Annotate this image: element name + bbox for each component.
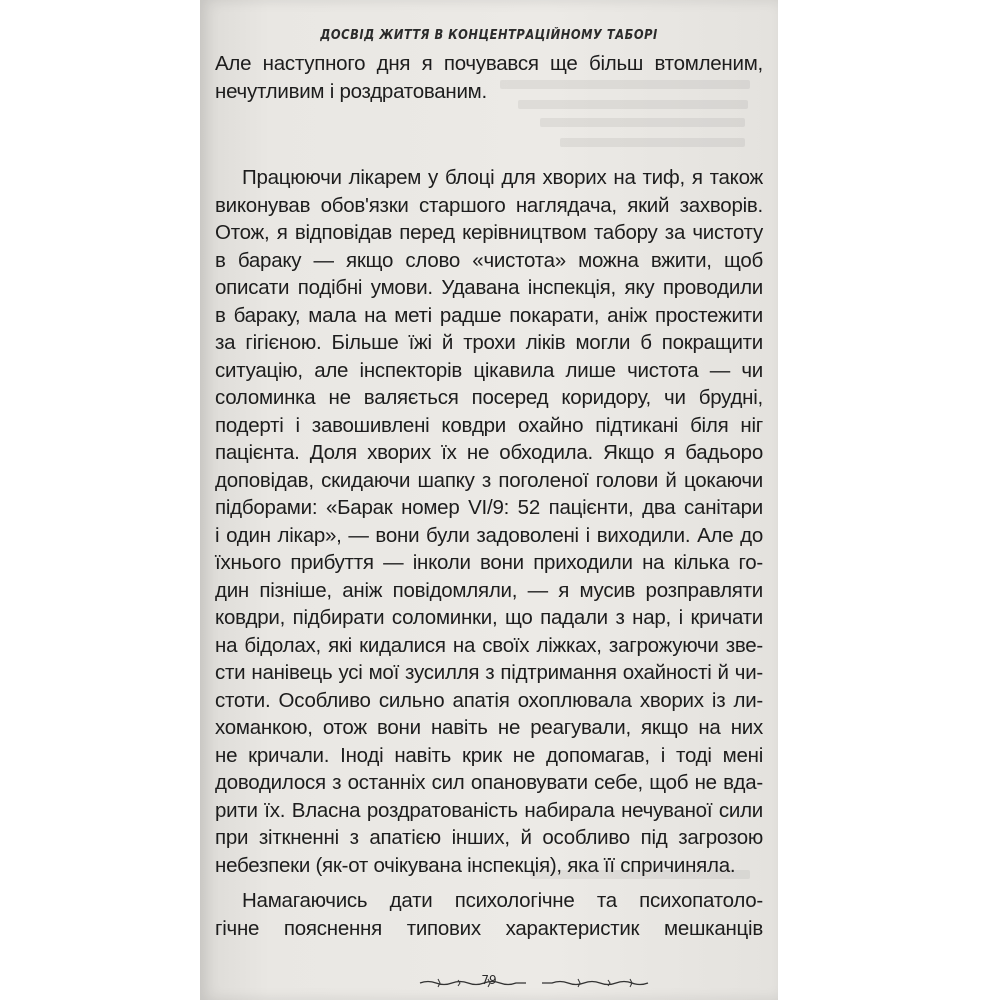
book-page (200, 0, 778, 1000)
text-line: небезпеки (як-от очікувана інспекція), яка її спричиняла. (215, 853, 736, 877)
text-line: подерті і завошивлені ковдри охайно підтикані біля ніг (215, 413, 763, 437)
text-line: сти нанівець усі мої зусилля з підтримання охайності й чи- (215, 661, 763, 684)
text-line: Отож, я відповідав перед керівництвом табору за чистоту (215, 221, 763, 244)
text-line: виконував обов'язки старшого наглядача, який захворів. (215, 193, 763, 217)
text-line: доповідав, скидаючи шапку з поголеної голови й цокаючи (215, 468, 763, 492)
text-line: доводилося з останніх сил опановувати себе, щоб не вда- (215, 771, 763, 794)
text-line: при зіткненні з апатією інших, й особливо під загрозою (215, 826, 763, 849)
text-line: пацієнта. Доля хворих їх не обходила. Якщо я бадьоро (215, 441, 763, 464)
paragraph-3 (215, 887, 763, 942)
text-line: і один лікар», — вони були задоволені і виходили. Але до (215, 523, 763, 547)
text-line: не кричали. Іноді навіть крик не допомагав, і тоді мені (215, 743, 763, 767)
running-header: ДОСВІД ЖИТТЯ В КОНЦЕНТРАЦІЙНОМУ ТАБОРІ (320, 28, 658, 43)
text-line: описати подібні умови. Удавана інспекція, яку проводили (215, 276, 763, 299)
text-line: соломинка не валяється посеред коридору, чи брудні, (215, 386, 763, 409)
text-line: в бараку — якщо слово «чистота» можна вжити, щоб (215, 248, 763, 272)
page-number: 79 (481, 973, 497, 987)
text-line: Але наступного дня я почувався ще більш втомленим, (215, 52, 763, 75)
text-line: за гігієною. Більше їжі й трохи ліків могли б покращити (215, 331, 763, 354)
text-line: стоти. Особливо сильно апатія охоплювала хворих із ли- (215, 688, 763, 712)
text-line: в бараку, мала на меті радше покарати, аніж простежити (215, 303, 763, 327)
text-line: рити їх. Власна роздратованість набирала нечуваної сили (215, 798, 763, 822)
page-footer (200, 966, 778, 996)
text-line: Працюючи лікарем у блоці для хворих на тиф, я також (242, 166, 763, 189)
ornament-right-icon (540, 976, 650, 988)
text-line: ковдри, підбирати соломинки, що падали з нар, і кричати (215, 606, 763, 629)
text-line: підборами: «Барак номер VI/9: 52 пацієнти, два санітари (215, 496, 763, 519)
text-line: ситуацію, але інспекторів цікавила лише чистота — чи (215, 358, 763, 382)
text-line: дин пізніше, аніж повідомляли, — я мусив розправляти (215, 578, 763, 602)
text-line: їхнього прибуття — інколи вони приходили на кілька го- (215, 551, 763, 574)
text-line: гічне пояснення типових характеристик мешканців (215, 916, 763, 940)
text-line: Намагаючись дати психологічне та психопатоло- (242, 889, 763, 912)
text-line: хоманкою, отож вони навіть не реагували, якщо на них (215, 716, 763, 739)
text-line: на бідолах, які кидалися на своїх ліжках, загрожуючи зве- (215, 633, 763, 657)
text-line: нечутливим і роздратованим. (215, 79, 487, 103)
paragraph-2 (215, 164, 763, 879)
paragraph-1 (215, 50, 763, 105)
